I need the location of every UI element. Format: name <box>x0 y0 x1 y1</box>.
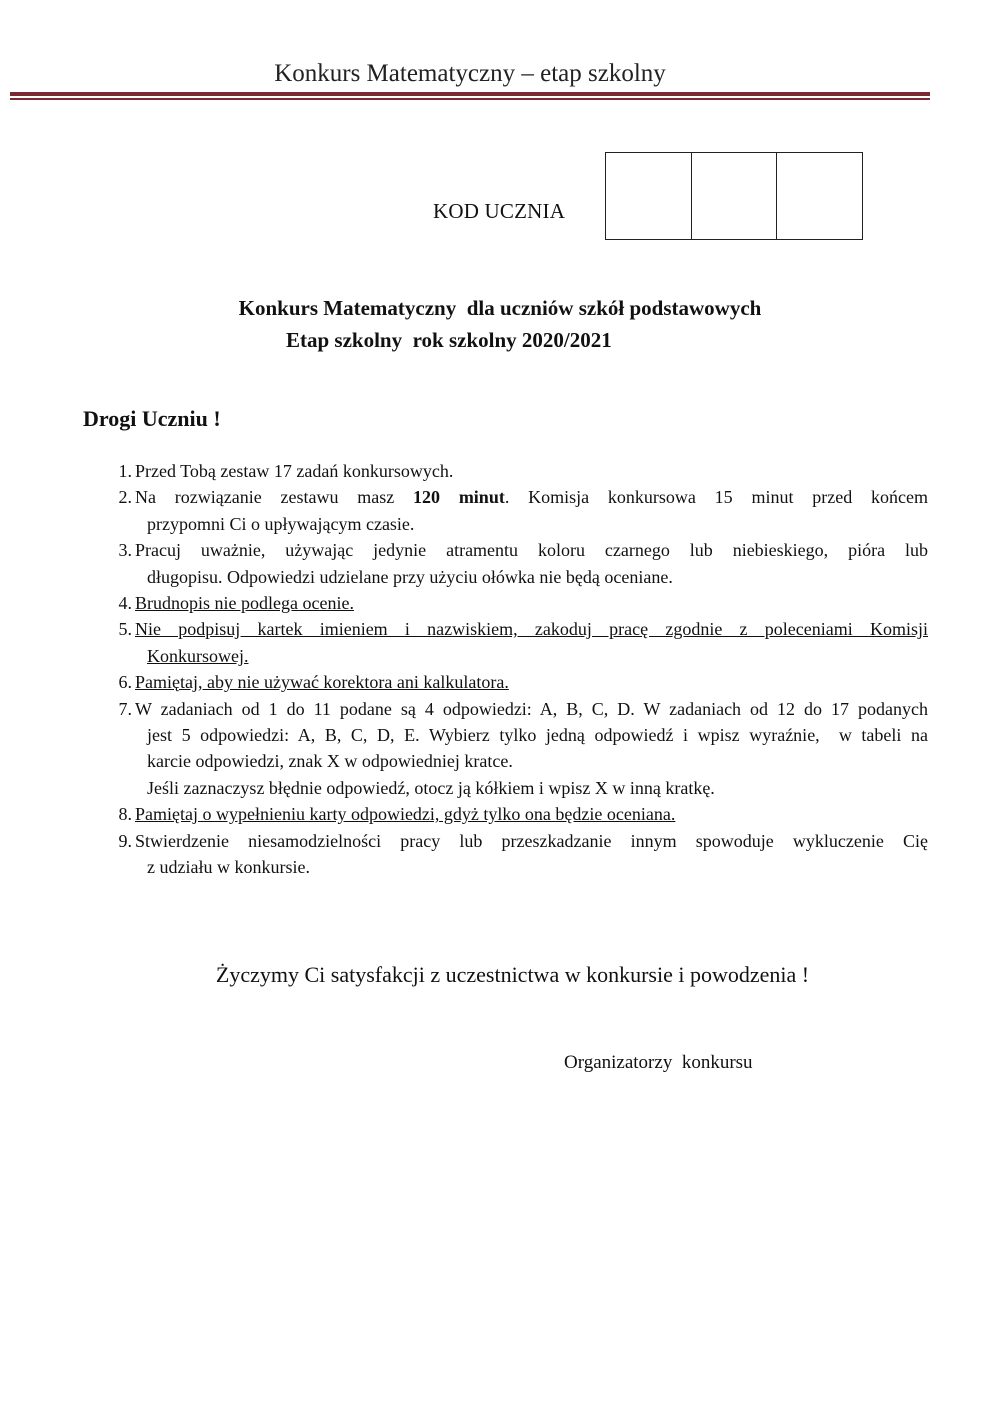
instruction-item <box>110 458 928 484</box>
instruction-text: Konkursowej. <box>147 645 249 666</box>
instruction-text: Pracuj uważnie, używając jedynie atramentu koloru czarnego lub niebieskiego, pióra lub <box>135 540 928 561</box>
instruction-line <box>135 801 928 827</box>
header-title: Konkurs Matematyczny – etap szkolny <box>274 60 666 87</box>
header-divider-thick <box>10 92 930 96</box>
instruction-text: długopisu. Odpowiedzi udzielane przy użyciu ołówka nie będą oceniane. <box>147 566 673 587</box>
instruction-number: 4. <box>118 593 132 614</box>
student-code-box-2[interactable] <box>692 153 778 239</box>
student-code-box-3[interactable] <box>777 153 862 239</box>
instruction-text: jest 5 odpowiedzi: A, B, C, D, E. Wybierz tylko jedną odpowiedź i wpisz wyraźnie, w tabeli na <box>147 725 928 746</box>
instruction-item <box>110 590 928 616</box>
instruction-line <box>135 669 928 695</box>
time-limit: 120 minut <box>413 487 505 508</box>
instruction-number: 8. <box>118 804 132 825</box>
instruction-text: Brudnopis nie podlega ocenie. <box>135 593 354 614</box>
instruction-text: Jeśli zaznaczysz błędnie odpowiedź, otocz ją kółkiem i wpisz X w inną kratkę. <box>147 777 715 798</box>
instruction-text-part: . Komisja konkursowa 15 minut przed końcem <box>504 487 928 508</box>
header-divider <box>10 92 930 101</box>
instruction-item <box>110 669 928 695</box>
instruction-text: Pamiętaj, aby nie używać korektora ani kalkulatora. <box>135 672 509 693</box>
instruction-text: Przed Tobą zestaw 17 zadań konkursowych. <box>135 461 454 481</box>
instruction-text: Nie podpisuj kartek imieniem i nazwiskiem, zakoduj pracę zgodnie z poleceniami Komisji <box>135 619 928 640</box>
instruction-line <box>135 643 928 669</box>
instruction-text: karcie odpowiedzi, znak X w odpowiedniej kratce. <box>147 751 513 772</box>
instruction-number: 7. <box>118 698 132 719</box>
instruction-line <box>135 590 928 616</box>
instruction-text: przypomni Ci o upływającym czasie. <box>147 513 415 534</box>
instruction-text <box>135 484 928 510</box>
instruction-item <box>110 616 928 669</box>
instruction-number: 6. <box>118 672 132 693</box>
instruction-text: z udziału w konkursie. <box>147 857 310 878</box>
instruction-text: Pamiętaj o wypełnieniu karty odpowiedzi, gdyż tylko ona będzie oceniana. <box>135 804 676 825</box>
student-code-boxes <box>605 152 863 240</box>
header-divider-thin <box>10 98 930 100</box>
instruction-item <box>110 537 928 590</box>
instruction-number: 2. <box>118 487 132 508</box>
instruction-text: W zadaniach od 1 do 11 podane są 4 odpowiedzi: A, B, C, D. W zadaniach od 12 do 17 podanych <box>135 698 928 719</box>
greeting: Drogi Uczniu ! <box>83 406 221 431</box>
organizers-signature: Organizatorzy konkursu <box>564 1052 753 1073</box>
student-code-label: KOD UCZNIA <box>433 199 566 223</box>
contest-subtitle: Etap szkolny rok szkolny 2020/2021 <box>286 328 612 352</box>
instruction-number: 5. <box>118 619 132 640</box>
instruction-number: 9. <box>118 830 132 851</box>
instruction-item <box>110 696 928 802</box>
instruction-text-part: Na rozwiązanie zestawu masz <box>135 487 414 508</box>
instruction-number: 1. <box>118 461 132 481</box>
instructions-list <box>110 458 928 881</box>
student-code-box-1[interactable] <box>606 153 692 239</box>
instruction-item <box>110 828 928 881</box>
instruction-text: Stwierdzenie niesamodzielności pracy lub przeszkadzanie innym spowoduje wykluczenie Cię <box>135 830 928 851</box>
contest-title: Konkurs Matematyczny dla uczniów szkół podstawowych <box>238 296 762 320</box>
instruction-number: 3. <box>118 540 132 561</box>
instruction-item <box>110 801 928 827</box>
closing-wish: Życzymy Ci satysfakcji z uczestnictwa w konkursie i powodzenia ! <box>215 962 810 987</box>
instruction-item <box>110 484 928 537</box>
